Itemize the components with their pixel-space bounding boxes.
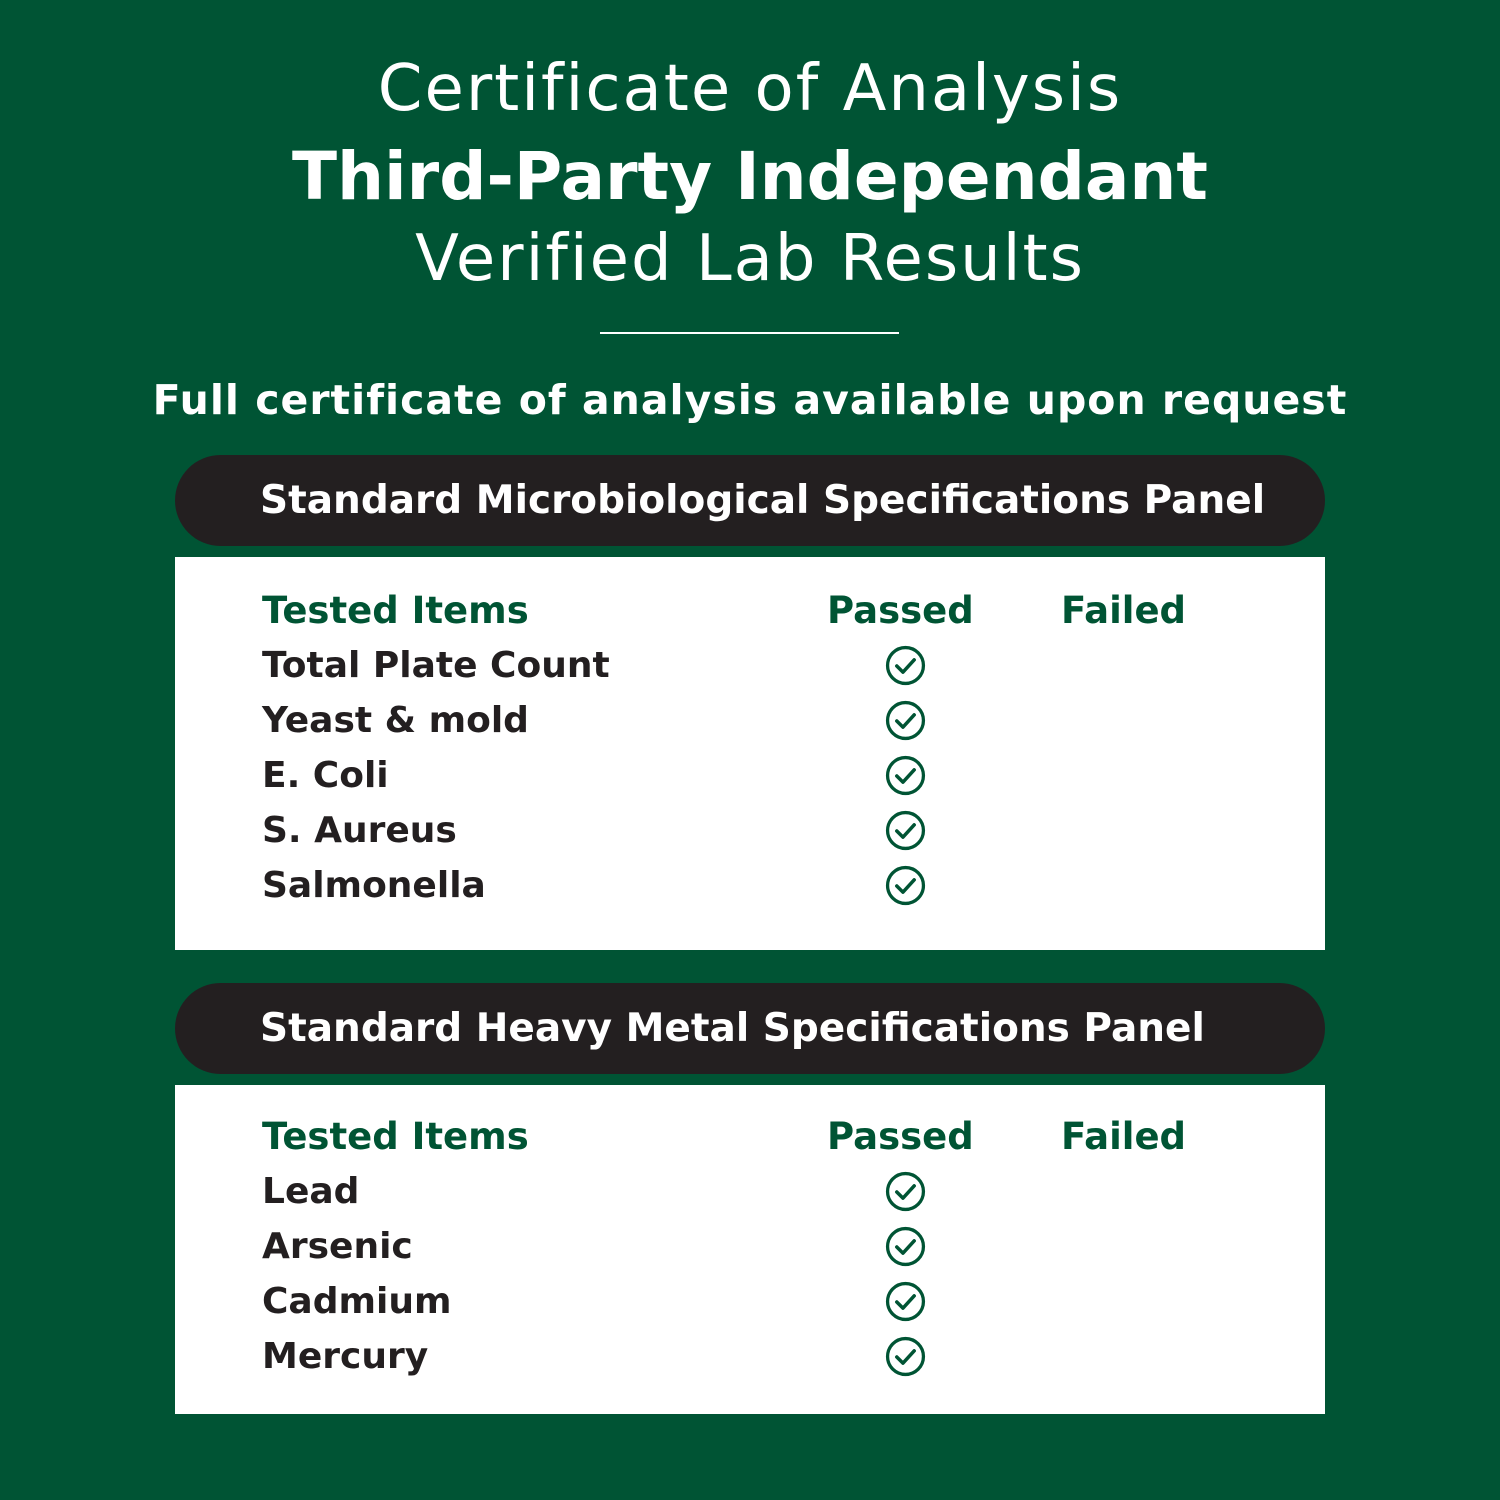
check-circle-icon bbox=[885, 810, 926, 851]
table-row bbox=[175, 1164, 1325, 1219]
check-circle-icon bbox=[885, 1171, 926, 1212]
table-header-row bbox=[175, 1109, 1325, 1164]
panel-header-heavy-metal bbox=[175, 983, 1325, 1074]
panel-title: Standard Heavy Metal Specifications Panel bbox=[260, 1006, 1205, 1051]
check-circle-icon bbox=[885, 1226, 926, 1267]
column-header-failed: Failed bbox=[1061, 1115, 1187, 1158]
tested-item-label: Mercury bbox=[262, 1336, 429, 1377]
table-row bbox=[175, 748, 1325, 803]
title-line-1: Certificate of Analysis bbox=[377, 52, 1123, 126]
table-row bbox=[175, 1274, 1325, 1329]
table-row bbox=[175, 1329, 1325, 1384]
tested-item-label: Total Plate Count bbox=[262, 645, 610, 686]
check-circle-icon bbox=[885, 755, 926, 796]
check-circle-icon bbox=[885, 645, 926, 686]
table-row bbox=[175, 1219, 1325, 1274]
table-row bbox=[175, 693, 1325, 748]
tested-item-label: Salmonella bbox=[262, 865, 486, 906]
panel-body-microbiological bbox=[175, 557, 1325, 950]
panel-body-heavy-metal bbox=[175, 1085, 1325, 1414]
subtitle: Full certificate of analysis available upon request bbox=[152, 376, 1348, 424]
check-circle-icon bbox=[885, 700, 926, 741]
title-line-2: Third-Party Independant bbox=[292, 138, 1208, 215]
panel-title: Standard Microbiological Specifications Panel bbox=[260, 478, 1266, 523]
table-row bbox=[175, 638, 1325, 693]
panel-header-microbiological bbox=[175, 455, 1325, 546]
column-header-tested-items: Tested Items bbox=[262, 589, 529, 632]
column-header-tested-items: Tested Items bbox=[262, 1115, 529, 1158]
tested-item-label: Cadmium bbox=[262, 1281, 452, 1322]
table-header-row bbox=[175, 583, 1325, 638]
check-circle-icon bbox=[885, 865, 926, 906]
tested-item-label: Yeast & mold bbox=[262, 700, 529, 741]
tested-item-label: E. Coli bbox=[262, 755, 389, 796]
table-row bbox=[175, 858, 1325, 913]
tested-item-label: Lead bbox=[262, 1171, 360, 1212]
table-row bbox=[175, 803, 1325, 858]
tested-item-label: Arsenic bbox=[262, 1226, 413, 1267]
column-header-passed: Passed bbox=[827, 589, 974, 632]
title-line-3: Verified Lab Results bbox=[415, 222, 1085, 296]
check-circle-icon bbox=[885, 1281, 926, 1322]
title-divider bbox=[600, 332, 899, 334]
tested-item-label: S. Aureus bbox=[262, 810, 457, 851]
check-circle-icon bbox=[885, 1336, 926, 1377]
column-header-passed: Passed bbox=[827, 1115, 974, 1158]
column-header-failed: Failed bbox=[1061, 589, 1187, 632]
